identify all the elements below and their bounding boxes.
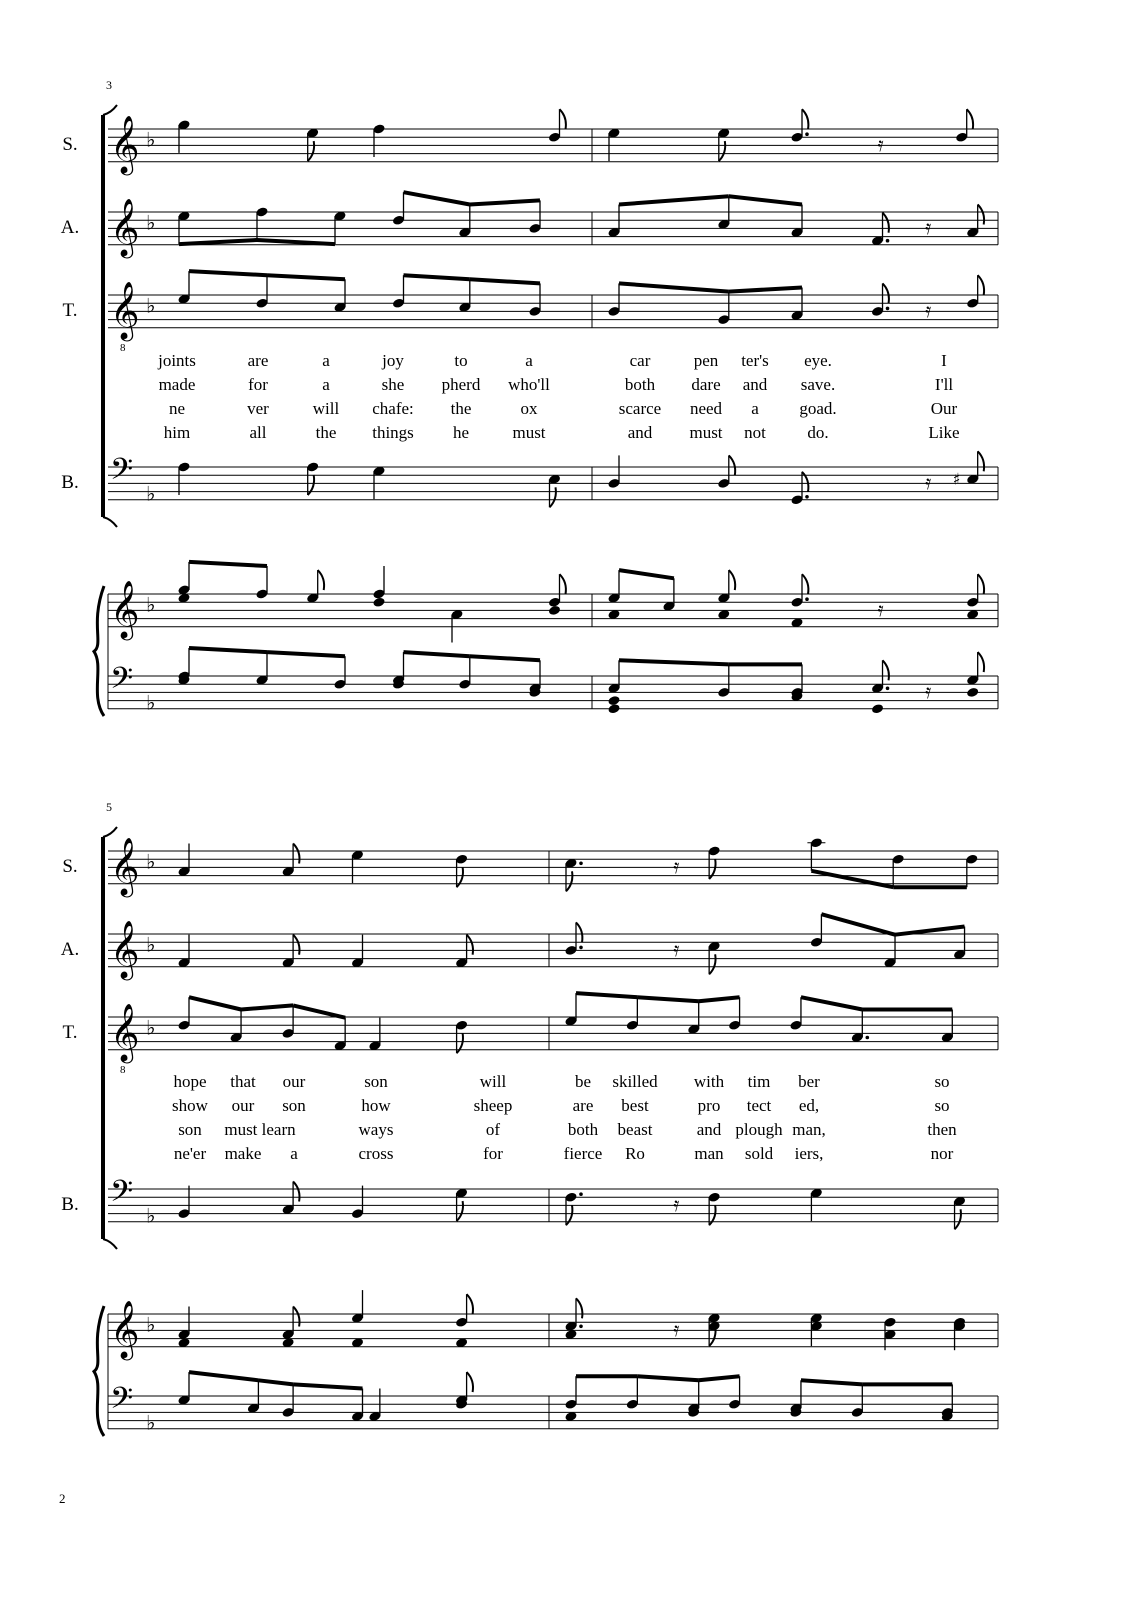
lyric-syllable: Ro — [625, 1144, 645, 1163]
note-flag — [576, 1298, 582, 1318]
notehead — [966, 687, 979, 698]
beam — [404, 192, 470, 204]
lyric-syllable: of — [485, 1120, 501, 1139]
beam — [189, 562, 267, 566]
beam — [637, 997, 698, 1001]
sixteenth-rest-icon: 𝄿 — [877, 597, 884, 621]
note-flag — [978, 275, 984, 295]
dot — [805, 132, 809, 136]
note-flag — [576, 922, 582, 942]
note-flag — [293, 1307, 299, 1327]
key-flat-icon: ♭ — [146, 1015, 156, 1040]
lyric-syllable: pherd — [441, 375, 481, 394]
dot — [805, 597, 809, 601]
lyric-syllable: man, — [792, 1120, 826, 1139]
beam — [404, 652, 470, 656]
beam — [293, 1384, 362, 1388]
lyric-syllable: beast — [617, 1120, 653, 1139]
sixteenth-rest-icon: 𝄿 — [925, 470, 932, 494]
lyric-syllable: scarce — [618, 399, 662, 418]
note-flag — [978, 451, 984, 471]
staff-alto — [61, 192, 998, 259]
lyric-syllable: for — [483, 1144, 503, 1163]
lyric-syllable: eye. — [804, 351, 832, 370]
dot — [886, 239, 890, 243]
bracket-hook — [103, 517, 117, 527]
lyric-syllable: a — [751, 399, 759, 418]
beam — [189, 997, 241, 1009]
staff-tenor — [63, 993, 998, 1076]
note-flag — [978, 205, 984, 225]
lyric-syllable: must — [689, 423, 723, 442]
lyric-syllable: him — [163, 423, 191, 442]
lyric-syllable: sold — [744, 1144, 774, 1163]
beam — [729, 196, 802, 204]
lyric-syllable: son — [178, 1120, 202, 1139]
lyric-syllable: skilled — [612, 1072, 658, 1091]
lyric-syllable: ne — [168, 399, 186, 418]
beam — [258, 1380, 293, 1384]
staff-piano-rh — [108, 1290, 998, 1361]
lyric-syllable: Like — [928, 423, 960, 442]
lyric-syllable: a — [322, 375, 330, 394]
lyric-syllable: joints — [158, 351, 196, 370]
lyric-syllable: the — [450, 399, 472, 418]
beam — [619, 570, 674, 578]
note-flag — [293, 935, 299, 955]
beam — [821, 914, 895, 935]
notehead — [548, 605, 561, 616]
note-flag — [883, 213, 889, 233]
notehead — [372, 597, 385, 608]
lyrics — [172, 1072, 957, 1163]
dot — [579, 1325, 583, 1329]
sixteenth-rest-icon: 𝄿 — [925, 298, 932, 322]
staff-piano-rh — [108, 562, 998, 643]
beam — [257, 240, 335, 244]
note-flag — [293, 1182, 299, 1202]
lyric-syllable: made — [158, 375, 196, 394]
note-flag — [978, 652, 984, 672]
note-flag — [318, 570, 324, 590]
lyric-syllable: Our — [930, 399, 958, 418]
measure-number: 5 — [106, 800, 112, 814]
beam — [729, 288, 802, 292]
lyric-syllable: that — [230, 1072, 256, 1091]
lyric-syllable: son — [364, 1072, 388, 1091]
staff-piano-lh — [108, 1372, 998, 1435]
beam — [895, 927, 965, 935]
sixteenth-rest-icon: 𝄿 — [673, 1192, 680, 1216]
key-flat-icon: ♭ — [146, 690, 156, 715]
staff-soprano — [62, 837, 998, 898]
note-flag — [566, 871, 572, 891]
note-flag — [457, 1201, 463, 1221]
lyric-syllable: a — [525, 351, 533, 370]
beam — [404, 275, 470, 279]
beam — [293, 1005, 345, 1017]
beam — [267, 275, 345, 279]
beam — [619, 196, 729, 204]
lyric-syllable: who'll — [508, 375, 550, 394]
lyric-syllable: the — [315, 423, 337, 442]
lyric-syllable: so — [934, 1096, 950, 1115]
staff-label: B. — [61, 1194, 79, 1215]
lyric-syllable: ver — [247, 399, 269, 418]
octave-eight-icon: 8 — [120, 342, 126, 354]
staff-tenor — [63, 271, 998, 354]
lyric-syllable: both — [567, 1120, 599, 1139]
lyric-syllable: cross — [358, 1144, 394, 1163]
lyric-syllable: ed, — [798, 1096, 820, 1115]
key-flat-icon: ♭ — [146, 1203, 156, 1228]
dot — [579, 862, 583, 866]
lyric-syllable: tim — [747, 1072, 771, 1091]
lyric-syllable: show — [172, 1096, 208, 1115]
lyric-syllable: car — [629, 351, 651, 370]
note-flag — [978, 574, 984, 594]
lyric-syllable: ox — [520, 399, 538, 418]
lyric-syllable: ber — [798, 1072, 820, 1091]
treble-clef-icon: 𝄞 — [110, 837, 140, 895]
note-flag — [883, 660, 889, 680]
staff-label: A. — [60, 939, 80, 960]
note-flag — [467, 1294, 473, 1314]
lyrics — [157, 351, 959, 442]
note-flag — [955, 1209, 961, 1229]
beam — [189, 271, 267, 275]
lyric-syllable: need — [689, 399, 723, 418]
lyric-syllable: so — [934, 1072, 950, 1091]
lyric-syllable: and — [627, 423, 653, 442]
lyric-syllable: hope — [173, 1072, 207, 1091]
key-flat-icon: ♭ — [146, 1410, 156, 1435]
lyric-syllable: make — [224, 1144, 262, 1163]
sixteenth-rest-icon: 𝄿 — [673, 854, 680, 878]
beam — [619, 660, 729, 664]
lyric-syllable: for — [248, 375, 268, 394]
lyric-syllable: plough — [735, 1120, 783, 1139]
bracket-hook — [103, 105, 117, 115]
treble-clef-icon: 𝄞 — [110, 920, 140, 978]
note-flag — [802, 574, 808, 594]
lyric-syllable: dare — [691, 375, 721, 394]
key-flat-icon: ♭ — [146, 210, 156, 235]
lyric-syllable: ne'er — [173, 1144, 207, 1163]
beam — [241, 1005, 293, 1009]
key-flat-icon: ♭ — [146, 932, 156, 957]
system-1 — [61, 78, 998, 716]
beam — [267, 652, 345, 656]
staff-label: T. — [62, 1022, 78, 1043]
note-flag — [293, 844, 299, 864]
lyric-syllable: our — [231, 1096, 255, 1115]
staff-label: A. — [60, 217, 80, 238]
key-flat-icon: ♭ — [146, 481, 156, 506]
lyric-syllable: she — [381, 375, 405, 394]
lyric-syllable: a — [322, 351, 330, 370]
sixteenth-rest-icon: 𝄿 — [877, 132, 884, 156]
sixteenth-rest-icon: 𝄿 — [673, 1317, 680, 1341]
key-flat-icon: ♭ — [146, 293, 156, 318]
notehead — [871, 703, 884, 714]
lyric-syllable: both — [624, 375, 656, 394]
staff-label: T. — [62, 300, 78, 321]
bass-clef-icon: 𝄢 — [110, 662, 134, 703]
lyric-syllable: are — [247, 351, 269, 370]
beam — [576, 993, 637, 997]
note-flag — [802, 109, 808, 129]
lyric-syllable: are — [572, 1096, 594, 1115]
treble-clef-icon: 𝄞 — [110, 115, 140, 173]
beam — [801, 1380, 862, 1384]
dot — [886, 687, 890, 691]
note-flag — [729, 455, 735, 475]
dot — [805, 495, 809, 499]
lyric-syllable: fierce — [563, 1144, 603, 1163]
treble-clef-icon: 𝄞 — [110, 1003, 140, 1061]
beam — [189, 648, 267, 652]
dot — [866, 1036, 870, 1040]
lyric-syllable: I'll — [934, 375, 954, 394]
octave-eight-icon: 8 — [120, 1064, 126, 1076]
lyric-syllable: ter's — [741, 351, 769, 370]
measure-number: 3 — [106, 78, 112, 92]
lyric-syllable: must — [512, 423, 546, 442]
note-flag — [719, 141, 725, 161]
key-flat-icon: ♭ — [146, 1312, 156, 1337]
lyric-syllable: with — [693, 1072, 725, 1091]
beam — [801, 997, 862, 1009]
dot — [886, 307, 890, 311]
lyric-syllable: goad. — [799, 399, 837, 418]
lyric-syllable: must learn — [224, 1120, 296, 1139]
system-2 — [61, 800, 998, 1436]
sixteenth-rest-icon: 𝄿 — [925, 679, 932, 703]
bracket-hook — [103, 1239, 117, 1249]
key-flat-icon: ♭ — [146, 849, 156, 874]
beam — [189, 1372, 258, 1380]
lyric-syllable: will — [479, 1072, 507, 1091]
lyric-syllable: pen — [693, 351, 719, 370]
lyric-syllable: a — [290, 1144, 298, 1163]
lyric-syllable: son — [282, 1096, 306, 1115]
dot — [579, 946, 583, 950]
lyric-syllable: all — [249, 423, 267, 442]
piano-brace — [94, 1306, 104, 1436]
bass-clef-icon: 𝄢 — [110, 1382, 134, 1423]
staff-label: S. — [62, 856, 78, 877]
note-flag — [967, 109, 973, 129]
sixteenth-rest-icon: 𝄿 — [673, 937, 680, 961]
key-flat-icon: ♭ — [146, 592, 156, 617]
piano-brace — [94, 586, 104, 716]
lyric-syllable: how — [361, 1096, 391, 1115]
note-flag — [308, 141, 314, 161]
beam — [470, 656, 540, 660]
lyric-syllable: man — [694, 1144, 724, 1163]
lyric-syllable: then — [927, 1120, 957, 1139]
note-flag — [883, 283, 889, 303]
lyric-syllable: chafe: — [372, 399, 414, 418]
staff-label: S. — [62, 134, 78, 155]
note-flag — [560, 574, 566, 594]
note-flag — [550, 487, 556, 507]
lyric-syllable: save. — [800, 375, 836, 394]
lyric-syllable: I — [941, 351, 947, 370]
lyric-syllable: iers, — [794, 1144, 824, 1163]
beam — [470, 279, 540, 283]
note-flag — [467, 935, 473, 955]
lyric-syllable: nor — [930, 1144, 954, 1163]
treble-clef-icon: 𝄞 — [110, 1300, 140, 1358]
lyric-syllable: will — [312, 399, 340, 418]
lyric-syllable: pro — [697, 1096, 721, 1115]
lyric-syllable: sheep — [473, 1096, 513, 1115]
lyric-syllable: joy — [382, 351, 404, 370]
lyric-syllable: not — [744, 423, 766, 442]
lyric-syllable: best — [621, 1096, 649, 1115]
staff-piano-lh — [108, 648, 998, 715]
lyric-syllable: to — [454, 351, 468, 370]
bass-clef-icon: 𝄢 — [110, 453, 134, 494]
treble-clef-icon: 𝄞 — [110, 281, 140, 339]
treble-clef-icon: 𝄞 — [110, 198, 140, 256]
bass-clef-icon: 𝄢 — [110, 1175, 134, 1216]
lyric-syllable: be — [574, 1072, 592, 1091]
beam — [811, 871, 893, 887]
staff-bass — [61, 1175, 998, 1229]
dot — [579, 1192, 583, 1196]
notehead — [607, 703, 620, 714]
lyric-syllable: tect — [746, 1096, 772, 1115]
beam — [470, 200, 540, 204]
lyric-syllable: ways — [358, 1120, 394, 1139]
note-flag — [709, 954, 715, 974]
note-flag — [729, 570, 735, 590]
lyric-syllable: our — [282, 1072, 306, 1091]
lyric-syllable: he — [452, 423, 470, 442]
key-flat-icon: ♭ — [146, 127, 156, 152]
staff-soprano — [62, 109, 998, 176]
lyric-syllable: do. — [807, 423, 829, 442]
lyric-syllable: things — [372, 423, 414, 442]
sharp-icon: ♯ — [952, 469, 961, 489]
sixteenth-rest-icon: 𝄿 — [925, 215, 932, 239]
lyric-syllable: and — [742, 375, 768, 394]
page-number: 2 — [59, 1491, 66, 1506]
beam — [699, 997, 740, 1001]
note-flag — [467, 1372, 473, 1392]
notehead — [607, 695, 620, 706]
staff-alto — [61, 914, 998, 981]
bracket-hook — [103, 827, 117, 837]
beam — [637, 1376, 698, 1380]
treble-clef-icon: 𝄞 — [110, 580, 140, 638]
staff-bass — [61, 451, 998, 507]
beam — [619, 283, 729, 291]
staff-label: B. — [61, 472, 79, 493]
beam — [179, 240, 257, 244]
lyric-syllable: and — [696, 1120, 722, 1139]
note-flag — [560, 109, 566, 129]
beam — [699, 1376, 740, 1380]
